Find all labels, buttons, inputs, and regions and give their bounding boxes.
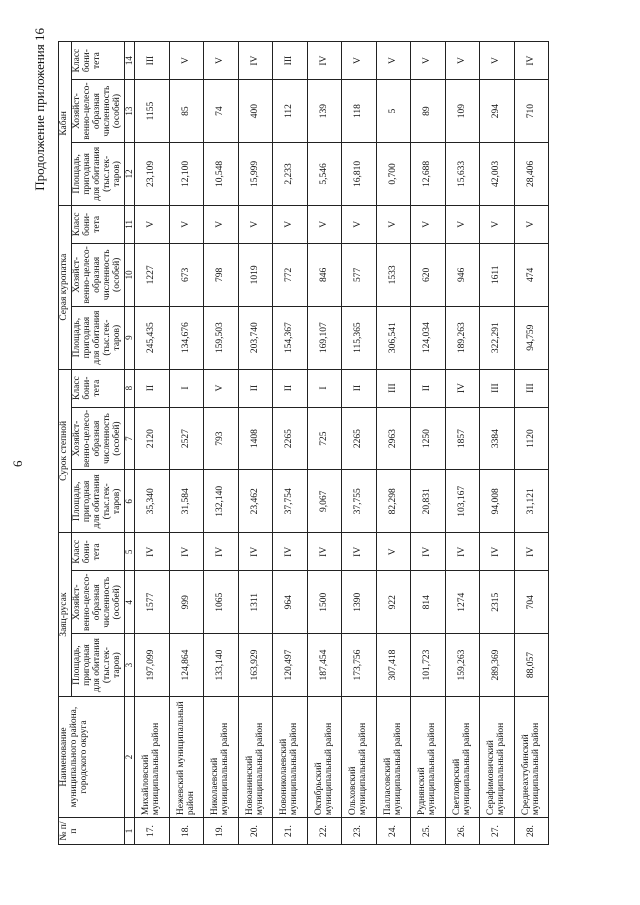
district-name: Руднянский муниципальный район [411,696,446,817]
partridge-area: 306,541 [376,306,411,369]
column-number: 8 [124,369,134,407]
hare-class: IV [135,533,170,571]
district-name: Октябрьский муниципальный район [307,696,342,817]
marmot-count: 2265 [342,407,377,470]
boar-count: 89 [411,80,446,143]
row-number: 21. [273,818,308,845]
row-number: 18. [169,818,204,845]
boar-class: IV [307,42,342,80]
marmot-count: 793 [204,407,239,470]
marmot-class: III [514,369,549,407]
district-name: Светлоярский муниципальный район [445,696,480,817]
hare-area: 187,454 [307,634,342,697]
hare-class: IV [480,533,515,571]
boar-class: IV [514,42,549,80]
column-number: 12 [124,142,134,205]
boar-area: 23,109 [135,142,170,205]
table-row [169,42,204,845]
hare-count: 1274 [445,571,480,634]
header-group-hare: Заяц-русак [59,533,72,697]
boar-class: V [480,42,515,80]
marmot-area: 94,008 [480,470,515,533]
marmot-area: 31,121 [514,470,549,533]
hare-class: IV [204,533,239,571]
hare-area: 120,497 [273,634,308,697]
table-row [342,42,377,845]
marmot-class: III [480,369,515,407]
partridge-class: V [342,205,377,243]
boar-class: IV [238,42,273,80]
hare-area: 133,140 [204,634,239,697]
hare-area: 101,723 [411,634,446,697]
marmot-area: 103,167 [445,470,480,533]
partridge-class: V [135,205,170,243]
boar-class: V [169,42,204,80]
boar-class: III [273,42,308,80]
column-number: 4 [124,571,134,634]
boar-area: 0,700 [376,142,411,205]
header-group-row [59,42,72,845]
marmot-area: 23,462 [238,470,273,533]
table-row [480,42,515,845]
district-name: Новоанинский муниципальный район [238,696,273,817]
partridge-class: V [238,205,273,243]
hare-class: IV [411,533,446,571]
header-group-marmot: Сурок степной [59,369,72,533]
header-econ: Хозяйственно-целесообразная численность (особей) [71,80,124,143]
hare-area: 159,263 [445,634,480,697]
hare-class: IV [514,533,549,571]
partridge-class: V [169,205,204,243]
hare-count: 1390 [342,571,377,634]
marmot-count: 2265 [273,407,308,470]
partridge-count: 1533 [376,243,411,306]
partridge-area: 94,759 [514,306,549,369]
boar-class: III [135,42,170,80]
district-name: Михайловский муниципальный район [135,696,170,817]
boar-area: 16,810 [342,142,377,205]
hare-count: 1065 [204,571,239,634]
table-row [204,42,239,845]
district-name: Николаевский муниципальный район [204,696,239,817]
partridge-class: V [514,205,549,243]
header-class: Класс бонитета [71,533,124,571]
marmot-class: V [204,369,239,407]
boar-count: 1155 [135,80,170,143]
header-econ: Хозяйственно-целесообразная численность (особей) [71,571,124,634]
column-number: 11 [124,205,134,243]
boar-count: 109 [445,80,480,143]
hare-count: 999 [169,571,204,634]
column-number-row [124,42,134,845]
marmot-count: 1120 [514,407,549,470]
boar-count: 112 [273,80,308,143]
row-number: 28. [514,818,549,845]
partridge-area: 169,107 [307,306,342,369]
marmot-area: 9,067 [307,470,342,533]
table-row [376,42,411,845]
hare-class: IV [342,533,377,571]
marmot-area: 37,755 [342,470,377,533]
marmot-class: II [342,369,377,407]
table-row [307,42,342,845]
marmot-count: 3384 [480,407,515,470]
marmot-count: 725 [307,407,342,470]
table-body [135,42,549,845]
hare-class: IV [169,533,204,571]
partridge-class: V [445,205,480,243]
hare-count: 2315 [480,571,515,634]
row-number: 27. [480,818,515,845]
hare-count: 1311 [238,571,273,634]
marmot-count: 1250 [411,407,446,470]
boar-count: 710 [514,80,549,143]
column-number: 3 [124,634,134,697]
marmot-area: 31,584 [169,470,204,533]
column-number: 14 [124,42,134,80]
header-num: № п/п [59,818,125,845]
partridge-count: 846 [307,243,342,306]
partridge-count: 577 [342,243,377,306]
district-name: Палласовский муниципальный район [376,696,411,817]
column-number: 7 [124,407,134,470]
marmot-class: III [376,369,411,407]
row-number: 20. [238,818,273,845]
partridge-area: 159,503 [204,306,239,369]
partridge-class: V [411,205,446,243]
marmot-count: 1408 [238,407,273,470]
boar-count: 294 [480,80,515,143]
table-row [411,42,446,845]
district-name: Среднеахтубинский муниципальный район [514,696,549,817]
marmot-count: 2527 [169,407,204,470]
column-number: 6 [124,470,134,533]
table-row [135,42,170,845]
partridge-area: 124,034 [411,306,446,369]
marmot-class: II [135,369,170,407]
header-econ: Хозяйственно-целесообразная численность (особей) [71,407,124,470]
table-row [238,42,273,845]
hare-count: 1500 [307,571,342,634]
row-number: 26. [445,818,480,845]
hare-area: 88,057 [514,634,549,697]
partridge-class: V [480,205,515,243]
header-class: Класс бонитета [71,369,124,407]
row-number: 24. [376,818,411,845]
partridge-count: 620 [411,243,446,306]
table-row [273,42,308,845]
partridge-count: 474 [514,243,549,306]
partridge-area: 115,365 [342,306,377,369]
hare-area: 173,756 [342,634,377,697]
boar-class: V [342,42,377,80]
row-number: 23. [342,818,377,845]
column-number: 1 [124,818,134,845]
marmot-class: II [238,369,273,407]
partridge-area: 245,435 [135,306,170,369]
district-name: Серафимовичский муниципальный район [480,696,515,817]
hare-count: 704 [514,571,549,634]
partridge-count: 1227 [135,243,170,306]
marmot-count: 1857 [445,407,480,470]
marmot-class: IV [445,369,480,407]
table-row [445,42,480,845]
boar-area: 5,546 [307,142,342,205]
marmot-area: 35,340 [135,470,170,533]
header-area: Площадь, пригодная для обитания (тыс.гектаров) [71,634,124,697]
partridge-count: 946 [445,243,480,306]
district-name: Ольховский муниципальный район [342,696,377,817]
partridge-area: 154,367 [273,306,308,369]
header-name: Наименование муниципального района, городского округа [59,696,125,817]
hare-area: 163,929 [238,634,273,697]
header-group-boar: Кабан [59,42,72,206]
boar-count: 118 [342,80,377,143]
marmot-area: 132,140 [204,470,239,533]
boar-class: V [445,42,480,80]
partridge-area: 203,740 [238,306,273,369]
header-class: Класс бонитета [71,42,124,80]
hare-class: V [376,533,411,571]
boar-class: V [204,42,239,80]
hare-class: IV [273,533,308,571]
partridge-area: 322,291 [480,306,515,369]
partridge-count: 798 [204,243,239,306]
partridge-class: V [273,205,308,243]
column-number: 9 [124,306,134,369]
marmot-count: 2120 [135,407,170,470]
hare-count: 1577 [135,571,170,634]
row-number: 19. [204,818,239,845]
partridge-class: V [204,205,239,243]
header-area: Площадь, пригодная для обитания (тыс.гектаров) [71,142,124,205]
hare-class: IV [238,533,273,571]
partridge-count: 1019 [238,243,273,306]
district-name: Новониколаевский муниципальный район [273,696,308,817]
boar-area: 10,548 [204,142,239,205]
hare-area: 124,864 [169,634,204,697]
marmot-area: 82,298 [376,470,411,533]
partridge-area: 189,263 [445,306,480,369]
data-table [58,41,549,845]
row-number: 22. [307,818,342,845]
header-area: Площадь, пригодная для обитания (тыс.гектаров) [71,306,124,369]
hare-area: 307,418 [376,634,411,697]
hare-count: 814 [411,571,446,634]
marmot-class: I [169,369,204,407]
column-number: 5 [124,533,134,571]
header-econ: Хозяйственно-целесообразная численность (особей) [71,243,124,306]
column-number: 10 [124,243,134,306]
partridge-class: V [307,205,342,243]
boar-area: 2,233 [273,142,308,205]
hare-count: 964 [273,571,308,634]
table-row [514,42,549,845]
partridge-count: 673 [169,243,204,306]
district-name: Нежевский муниципальный район [169,696,204,817]
hare-area: 197,099 [135,634,170,697]
row-number: 17. [135,818,170,845]
marmot-class: II [411,369,446,407]
page-number: 6 [10,460,25,467]
partridge-area: 134,676 [169,306,204,369]
boar-class: V [376,42,411,80]
row-number: 25. [411,818,446,845]
boar-count: 5 [376,80,411,143]
boar-count: 400 [238,80,273,143]
boar-area: 42,003 [480,142,515,205]
hare-area: 289,369 [480,634,515,697]
marmot-class: I [307,369,342,407]
marmot-class: II [273,369,308,407]
partridge-count: 772 [273,243,308,306]
header-class: Класс бонитета [71,205,124,243]
boar-count: 74 [204,80,239,143]
header-group-partridge: Серая куропатка [59,205,72,369]
hare-count: 922 [376,571,411,634]
boar-area: 15,633 [445,142,480,205]
marmot-count: 2963 [376,407,411,470]
header-area: Площадь, пригодная для обитания (тыс.гектаров) [71,470,124,533]
boar-area: 12,688 [411,142,446,205]
boar-area: 12,100 [169,142,204,205]
boar-count: 85 [169,80,204,143]
marmot-area: 37,754 [273,470,308,533]
marmot-area: 20,831 [411,470,446,533]
partridge-count: 1611 [480,243,515,306]
boar-class: V [411,42,446,80]
column-number: 2 [124,696,134,817]
hare-class: IV [445,533,480,571]
boar-count: 139 [307,80,342,143]
continuation-label: Продолжение приложения 16 [32,28,47,191]
column-number: 13 [124,80,134,143]
boar-area: 15,999 [238,142,273,205]
partridge-class: V [376,205,411,243]
boar-area: 28,406 [514,142,549,205]
hare-class: IV [307,533,342,571]
